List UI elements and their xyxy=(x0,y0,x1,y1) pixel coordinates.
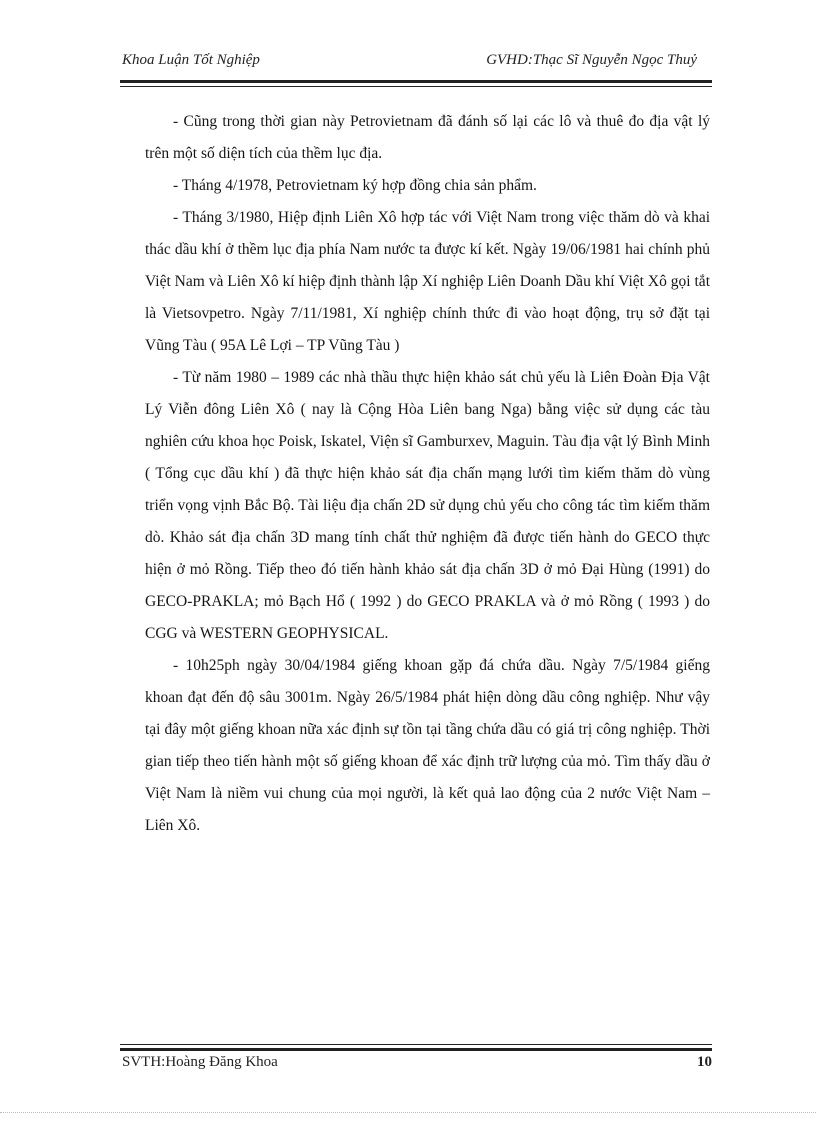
header-rule-thick xyxy=(120,80,712,83)
page-number: 10 xyxy=(697,1054,712,1070)
document-body xyxy=(145,106,710,842)
paragraph: - Từ năm 1980 – 1989 các nhà thầu thực hiện khảo sát chủ yếu là Liên Đoàn Địa Vật Lý Viễn đông Liên Xô ( nay là Cộng Hòa Liên bang Nga) bằng việc sử dụng các tàu nghiên cứu khoa học Poisk, Iskatel, Viện sĩ Gamburxev, Maguin. Tàu địa vật lý Bình Minh ( Tổng cục dầu khí ) đã thực hiện khảo sát địa chấn mạng lưới tìm kiếm thăm dò vùng triển vọng vịnh Bắc Bộ. Tài liệu địa chấn 2D sử dụng chủ yếu cho công tác tìm kiếm thăm dò. Khảo sát địa chấn 3D mang tính chất thử nghiệm đã được tiến hành do GECO thực hiện ở mỏ Rồng. Tiếp theo đó tiến hành khảo sát địa chấn 3D ở mỏ Đại Hùng (1991) do GECO-PRAKLA; mỏ Bạch Hổ ( 1992 ) do GECO PRAKLA và ở mỏ Rồng ( 1993 ) do CGG và WESTERN GEOPHYSICAL. xyxy=(145,369,710,642)
header-advisor: GVHD:Thạc Sĩ Nguyễn Ngọc Thuỷ xyxy=(486,52,697,68)
header-thesis-title: Khoa Luận Tốt Nghiệp xyxy=(122,52,260,68)
paragraph: - 10h25ph ngày 30/04/1984 giếng khoan gặp đá chứa dầu. Ngày 7/5/1984 giếng khoan đạt đến độ sâu 3001m. Ngày 26/5/1984 phát hiện dòng dầu công nghiệp. Như vậy tại đây một giếng khoan nữa xác định sự tồn tại tầng chứa dầu có giá trị công nghiệp. Thời gian tiếp theo tiến hành một số giếng khoan để xác định trữ lượng của mỏ. Tìm thấy dầu ở Việt Nam là niềm vui chung của mọi người, là kết quả lao động của 2 nước Việt Nam – Liên Xô. xyxy=(145,657,710,834)
header-rule-thin xyxy=(120,86,712,87)
footer-student: SVTH:Hoàng Đăng Khoa xyxy=(122,1054,278,1070)
paragraph: - Tháng 4/1978, Petrovietnam ký hợp đồng chia sản phẩm. xyxy=(173,177,537,194)
paragraph: - Tháng 3/1980, Hiệp định Liên Xô hợp tác với Việt Nam trong việc thăm dò và khai thác dầu khí ở thềm lục địa phía Nam nước ta được kí kết. Ngày 19/06/1981 hai chính phủ Việt Nam và Liên Xô kí hiệp định thành lập Xí nghiệp Liên Doanh Dầu khí Việt Xô gọi tắt là Vietsovpetro. Ngày 7/11/1981, Xí nghiệp chính thức đi vào hoạt động, trụ sở đặt tại Vũng Tàu ( 95A Lê Lợi – TP Vũng Tàu ) xyxy=(145,209,710,354)
footer-rule-thick xyxy=(120,1048,712,1051)
page-boundary xyxy=(0,1112,816,1113)
footer-rule-thin xyxy=(120,1044,712,1045)
paragraph: - Cũng trong thời gian này Petrovietnam đã đánh số lại các lô và thuê đo địa vật lý trên một số diện tích của thềm lục địa. xyxy=(145,113,710,162)
